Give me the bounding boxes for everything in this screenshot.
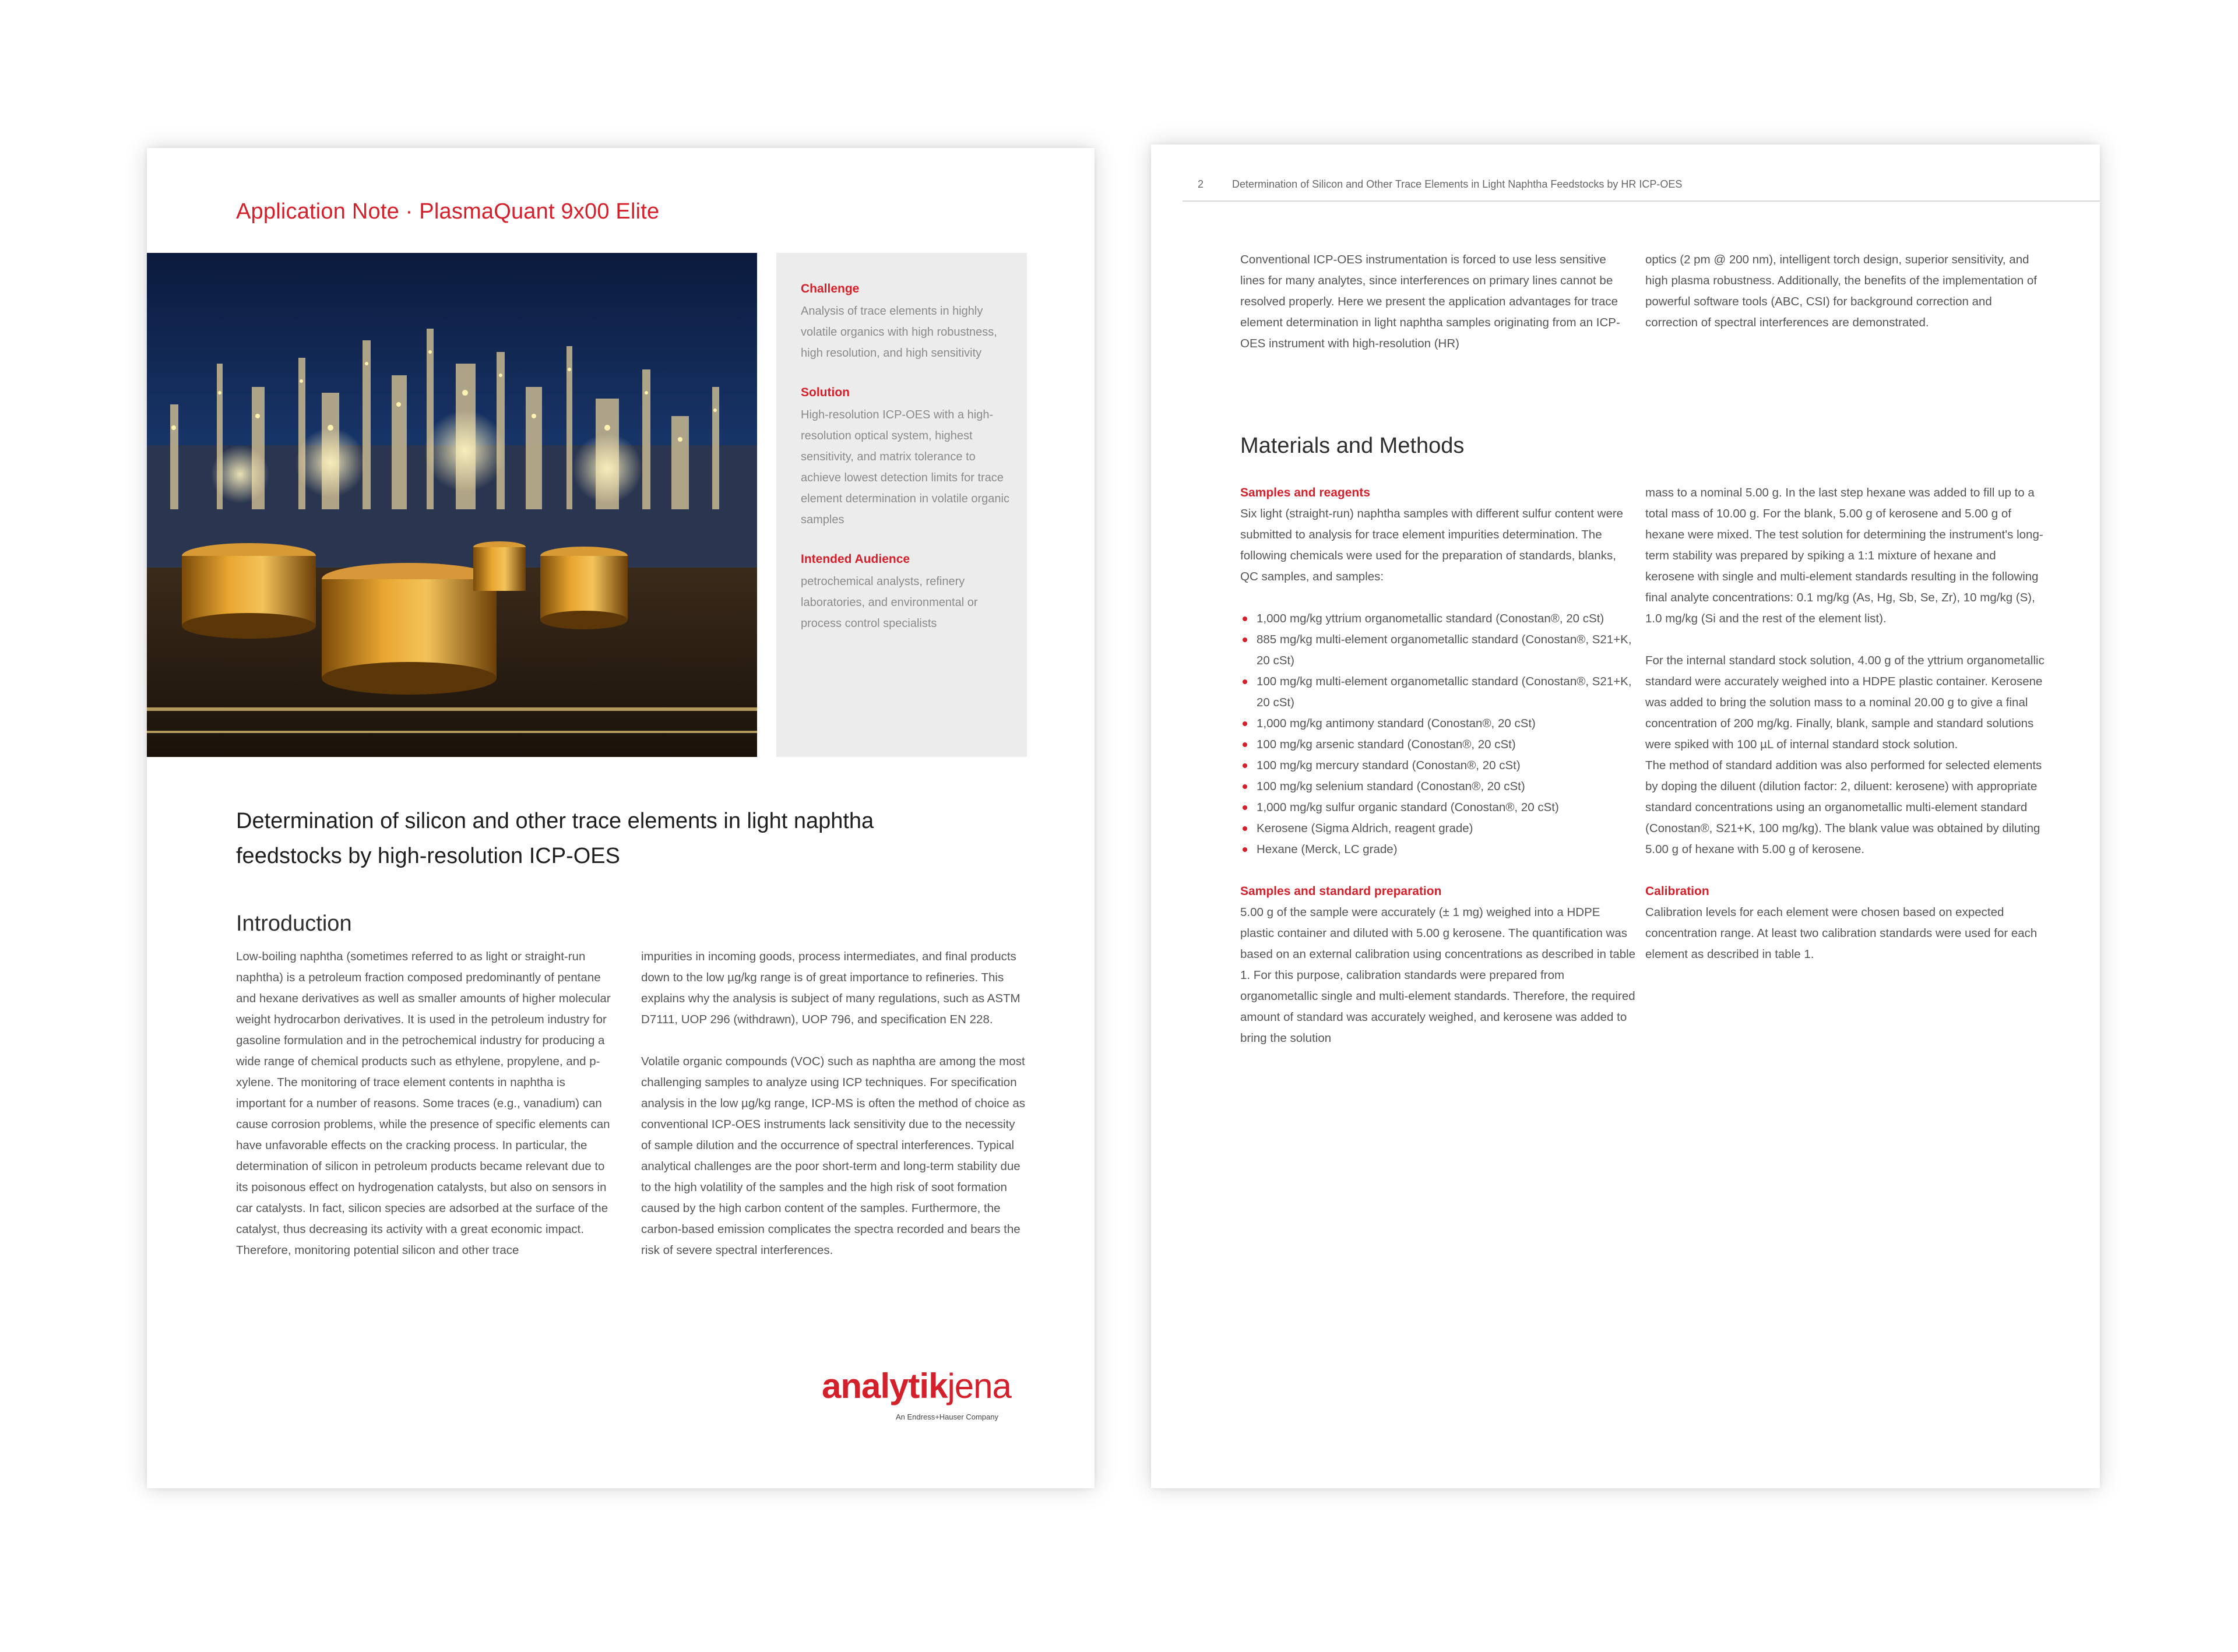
audience-title: Intended Audience [801,552,910,566]
preparation-text: 5.00 g of the sample were accurately (± 1 mg) weighed into a HDPE plastic container and diluted with 5.00 g kerosene. The quantification was based on an external calibration using concentrations as described in table 1. For this purpose, calibration standards were prepared from organometallic single and multi-element standards. Therefore, the required amount of standard was accurately weighed, and kerosene was added to bring the solution [1240,906,1636,1045]
challenge-section [801,282,1009,364]
methods-paragraph-3: The method of standard addition was also performed for selected elements by doping the diluent (dilution factor: 2, diluent: kerosene) with appropriate standard concentrations using an organometallic multi-element standard (Conostan®, S21+K, 100 mg/kg). The blank value was obtained by diluting 5.00 g of hexane with 5.00 g of kerosene. [1645,759,2042,856]
title-line-2: feedstocks by high-resolution ICP-OES [236,844,620,868]
intro-paragraph-2: impurities in incoming goods, process intermediates, and final products down to the low µg/kg range is of great importance to refineries. This explains why the analysis is subject of many regulations, such as ASTM D7111, UOP 296 (withdrawn), UOP 796, and specification EN 228. [641,950,1021,1026]
chemicals-list [1240,608,1637,860]
page-one [147,148,1095,1488]
intro-paragraph-3: Volatile organic compounds (VOC) such as naphtha are among the most challenging samples to analyze using ICP techniques. For specification analysis in the low µg/kg range, ICP-MS is often the method of choice as conventional ICP-OES instruments lack sensitivity due to the necessity of sample dilution and the occurrence of spectral interferences. Typical analytical challenges are the poor short-term and long-term stability due to the high volatility of the samples and the high risk of soot formation caused by the high carbon content of the samples. Furthermore, the carbon-based emission complicates the spectra recorded and bears the risk of severe spectral interferences. [641,1055,1026,1257]
analytik-jena-logo: analytikjena [822,1366,1011,1406]
list-item: 1,000 mg/kg yttrium organometallic standard (Conostan®, 20 cSt) [1240,608,1637,629]
list-item: 100 mg/kg multi-element organometallic standard (Conostan®, S21+K, 20 cSt) [1240,671,1637,713]
list-item: 100 mg/kg arsenic standard (Conostan®, 20 cSt) [1240,734,1637,755]
audience-text: petrochemical analysts, refinery laboratories, and environmental or process control specialists [801,575,978,630]
introduction-column-2 [641,946,1026,1261]
list-item: 885 mg/kg multi-element organometallic standard (Conostan®, S21+K, 20 cSt) [1240,629,1637,671]
methods-paragraph-1: mass to a nominal 5.00 g. In the last step hexane was added to fill up to a total mass of 10.00 g. For the blank, 5.00 g of kerosene and 5.00 g of hexane were mixed. The test solution for determining the instrument's long-term stability was prepared by spiking a 1:1 mixture of hexane and kerosene with single and multi-element standards resulting in the following final analyte concentrations: 0.1 mg/kg (As, Hg, Sb, Se, Zr), 10 mg/kg (S), 1.0 mg/kg (Si and the rest of the element list). [1645,486,2043,625]
calibration-heading: Calibration [1645,885,1709,898]
solution-text: High-resolution ICP-OES with a high-resolution optical system, highest sensitivity, and matrix tolerance to achieve lowest detection limits for trace element determination in volatile organic samples [801,408,1009,526]
list-item: Hexane (Merck, LC grade) [1240,839,1637,860]
methods-column-2 [1645,482,2047,965]
audience-section [801,552,1009,634]
calibration-text: Calibration levels for each element were chosen based on expected concentration range. At least two calibration standards were used for each element as described in table 1. [1645,906,2038,961]
methods-paragraph-2: For the internal standard stock solution, 4.00 g of the yttrium organometallic standard were accurately weighed into a HDPE plastic container. Kerosene was added to bring the solution mass to a nominal 20.00 g to give a final concentration of 200 mg/kg. Finally, blank, sample and standard solutions were spiked with 100 µL of internal standard stock solution. [1645,654,2045,751]
list-item: Kerosene (Sigma Aldrich, reagent grade) [1240,818,1637,839]
materials-methods-heading: Materials and Methods [1240,434,1465,458]
solution-section [801,386,1009,530]
application-note-header: Application Note · PlasmaQuant 9x00 Elite [236,199,660,224]
title-line-1: Determination of silicon and other trace elements in light naphtha [236,809,874,833]
introduction-column-1 [236,946,615,1261]
running-header [1198,178,1682,191]
intro-paragraph-1: Low-boiling naphtha (sometimes referred to as light or straight-run naphtha) is a petroleum fraction composed predominantly of pentane and hexane derivatives as well as smaller amounts of higher molecular weight hydrocarbon derivatives. It is used in the petroleum industry for gasoline formulation and in the petrochemical industry for producing a wide range of chemical products such as ethylene, propylene, and p-xylene. The monitoring of trace element contents in naphtha is important for a number of reasons. Some traces (e.g., vanadium) can cause corrosion problems, while the presence of specific elements can have unfavorable effects on the cracking process. In particular, the determination of silicon in petroleum products became relevant due to its poisonous effect on hydrogenation catalysts, but also on sensors in car catalysts. In fact, silicon species are adsorbed at the surface of the catalyst, thus decreasing its activity with a great economic impact. Therefore, monitoring potential silicon and other trace [236,950,611,1257]
list-item: 1,000 mg/kg sulfur organic standard (Conostan®, 20 cSt) [1240,797,1637,818]
document-title [236,804,994,873]
summary-sidebar [776,253,1027,757]
challenge-text: Analysis of trace elements in highly volatile organics with high robustness, high resolution, and high sensitivity [801,305,997,360]
challenge-title: Challenge [801,282,860,295]
introduction-heading: Introduction [236,911,352,936]
samples-reagents-heading: Samples and reagents [1240,486,1370,499]
list-item: 100 mg/kg selenium standard (Conostan®, 20 cSt) [1240,776,1637,797]
intro-continued-column-2 [1645,249,2047,333]
page-number: 2 [1198,178,1204,190]
logo-tagline: An Endress+Hauser Company [896,1413,998,1421]
intro-continued-text-2: optics (2 pm @ 200 nm), intelligent torch design, superior sensitivity, and high plasma robustness. Additionally, the benefits of the implementation of powerful software tools (ABC, CSI) for background correction and correction of spectral interferences are demonstrated. [1645,253,2037,329]
intro-continued-column-1 [1240,249,1625,354]
page-two [1151,145,2100,1488]
list-item: 1,000 mg/kg antimony standard (Conostan®, 20 cSt) [1240,713,1637,734]
preparation-heading: Samples and standard preparation [1240,885,1442,898]
running-title: Determination of Silicon and Other Trace Elements in Light Naphtha Feedstocks by HR ICP-OES [1232,178,1683,190]
methods-column-1 [1240,482,1637,1049]
intro-continued-text-1: Conventional ICP-OES instrumentation is forced to use less sensitive lines for many analytes, since interferences on primary lines cannot be resolved properly. Here we present the application advantages for trace element determination in light naphtha samples originating from an ICP-OES instrument with high-resolution (HR) [1240,253,1620,350]
solution-title: Solution [801,386,850,399]
list-item: 100 mg/kg mercury standard (Conostan®, 20 cSt) [1240,755,1637,776]
refinery-image [147,253,757,757]
samples-reagents-text: Six light (straight-run) naphtha samples with different sulfur content were submitted to analysis for trace element impurities determination. The following chemicals were used for the preparation of standards, blanks, QC samples, and samples: [1240,507,1624,583]
header-divider [1183,200,2100,202]
refinery-night-photo [147,253,757,757]
